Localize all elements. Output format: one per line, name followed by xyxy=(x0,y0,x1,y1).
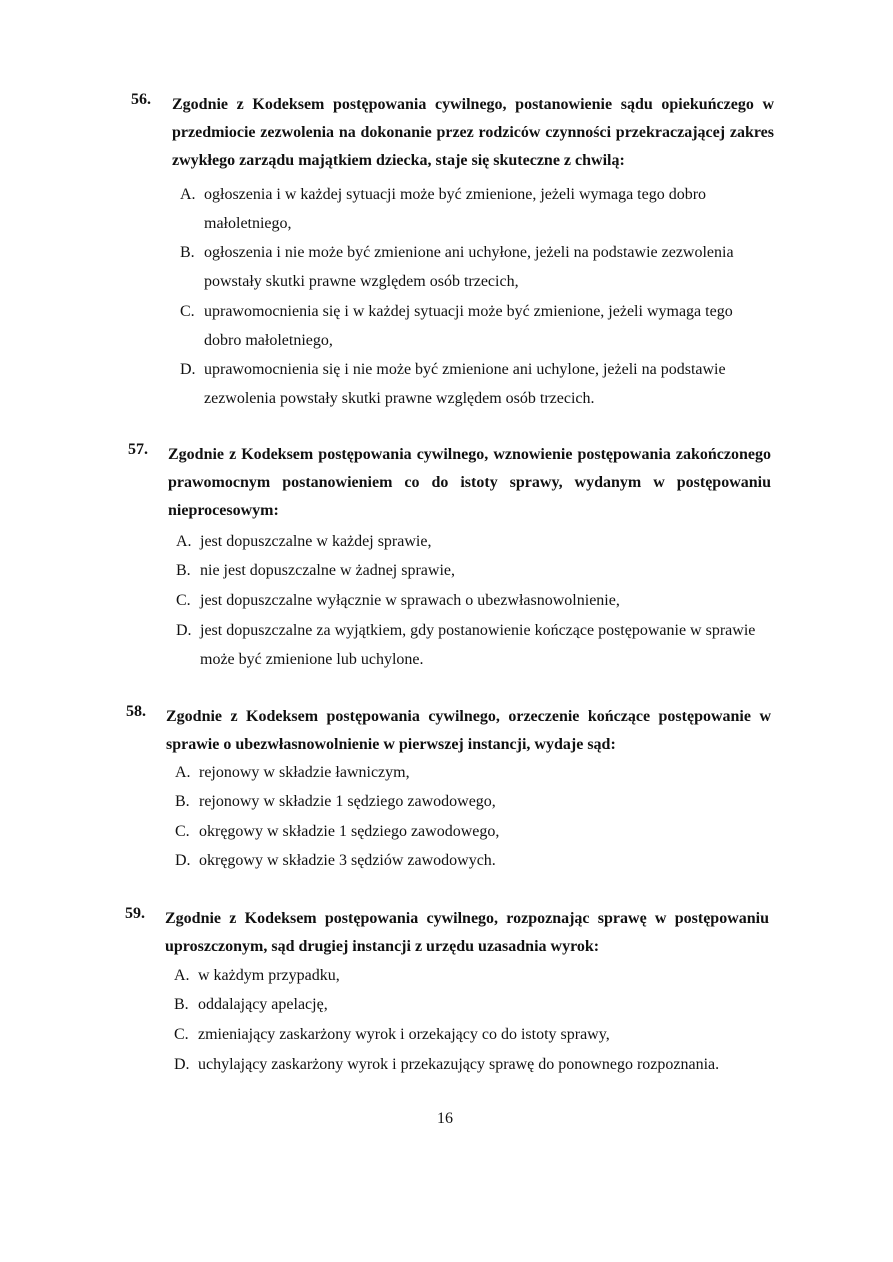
option-text: ogłoszenia i nie może być zmienione ani uchyłone, jeżeli na podstawie zezwolenia powstały skutki prawne względem osób trzecich, xyxy=(204,244,734,290)
question-number: 58. xyxy=(126,703,146,720)
option-text: zmieniający zaskarżony wyrok i orzekający co do istoty sprawy, xyxy=(198,1026,610,1043)
option-letter: C. xyxy=(176,592,191,609)
option-text: uprawomocnienia się i w każdej sytuacji może być zmienione, jeżeli wymaga tego dobro małoletniego, xyxy=(204,303,733,349)
option-letter: D. xyxy=(174,1056,190,1073)
option-text: nie jest dopuszczalne w żadnej sprawie, xyxy=(200,562,456,579)
option-letter: C. xyxy=(175,823,190,840)
question-text: Zgodnie z Kodeksem postępowania cywilnego, orzeczenie kończące postępowanie w sprawie o ubezwłasnowolnienie w pierwszej instancji, wydaje sąd: xyxy=(166,708,771,753)
option-letter: C. xyxy=(180,303,195,320)
option-text: uprawomocnienia się i nie może być zmienione ani uchylone, jeżeli na podstawie zezwolenia powstały skutki prawne względem osób trzecich. xyxy=(204,361,726,407)
option-text: ogłoszenia i w każdej sytuacji może być zmienione, jeżeli wymaga tego dobro małoletniego, xyxy=(204,186,707,232)
page-number: 16 xyxy=(437,1110,453,1127)
option-text: okręgowy w składzie 1 sędziego zawodowego, xyxy=(199,823,500,840)
option-text: jest dopuszczalne w każdej sprawie, xyxy=(200,533,432,550)
option-letter: B. xyxy=(180,244,195,261)
option-text: jest dopuszczalne za wyjątkiem, gdy postanowienie kończące postępowanie w sprawie może być zmienione lub uchylone. xyxy=(200,622,756,668)
option-text: jest dopuszczalne wyłącznie w sprawach o ubezwłasnowolnienie, xyxy=(200,592,620,609)
option-letter: B. xyxy=(174,996,189,1013)
option-letter: D. xyxy=(175,852,191,869)
option-letter: B. xyxy=(176,562,191,579)
option-text: okręgowy w składzie 3 sędziów zawodowych. xyxy=(199,852,496,869)
question-number: 59. xyxy=(125,905,145,922)
option-text: rejonowy w składzie ławniczym, xyxy=(199,764,410,781)
option-text: w każdym przypadku, xyxy=(198,967,340,984)
question-number: 56. xyxy=(131,91,151,108)
option-letter: C. xyxy=(174,1026,189,1043)
question-text: Zgodnie z Kodeksem postępowania cywilnego, rozpoznając sprawę w postępowaniu uproszczonym, sąd drugiej instancji z urzędu uzasadnia wyrok: xyxy=(165,910,769,955)
option-letter: A. xyxy=(174,967,190,984)
option-letter: B. xyxy=(175,793,190,810)
option-text: uchylający zaskarżony wyrok i przekazujący sprawę do ponownego rozpoznania. xyxy=(198,1056,720,1073)
option-letter: D. xyxy=(180,361,196,378)
option-letter: D. xyxy=(176,622,192,639)
option-letter: A. xyxy=(176,533,192,550)
question-text: Zgodnie z Kodeksem postępowania cywilnego, wznowienie postępowania zakończonego prawomocnym postanowieniem co do istoty sprawy, wydanym w postępowaniu nieprocesowym: xyxy=(168,446,771,519)
option-text: oddalający apelację, xyxy=(198,996,328,1013)
question-text: Zgodnie z Kodeksem postępowania cywilnego, postanowienie sądu opiekuńczego w przedmiocie zezwolenia na dokonanie przez rodziców czynności przekraczającej zakres zwykłego zarządu majątkiem dziecka, staje się skuteczne z chwilą: xyxy=(172,96,774,169)
option-letter: A. xyxy=(180,186,196,203)
option-letter: A. xyxy=(175,764,191,781)
question-number: 57. xyxy=(128,441,148,458)
option-text: rejonowy w składzie 1 sędziego zawodowego, xyxy=(199,793,496,810)
